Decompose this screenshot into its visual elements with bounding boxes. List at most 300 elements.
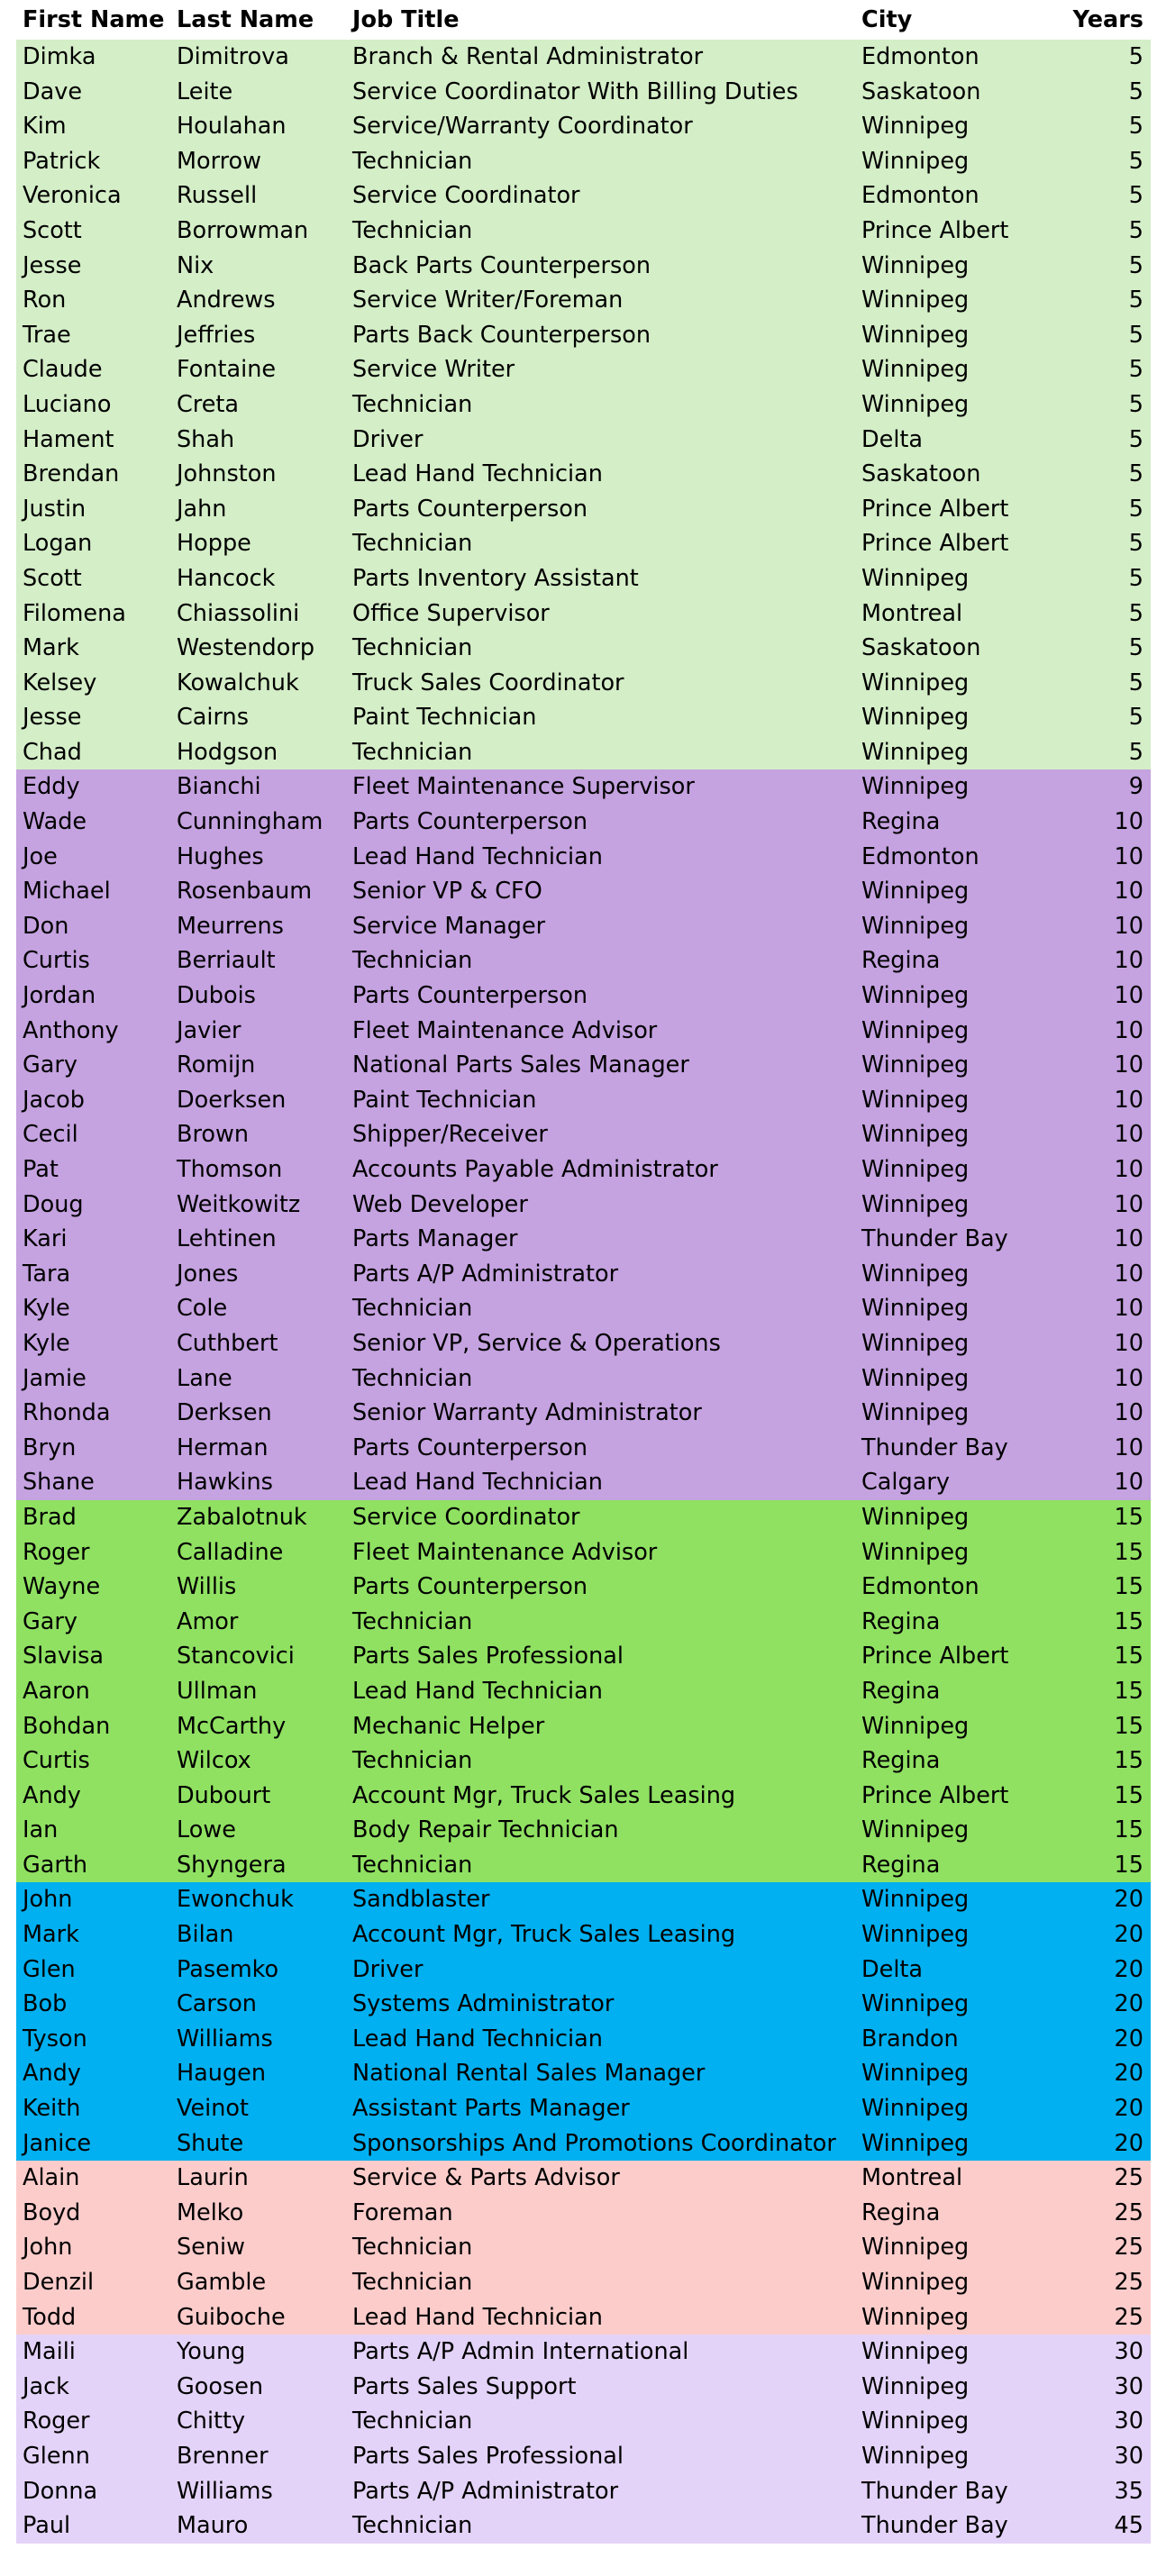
job-title-cell: Technician [352, 216, 473, 244]
job-title-cell: Service Coordinator [352, 182, 580, 210]
job-title-cell: Technician [352, 2269, 473, 2296]
first-name-cell: Ian [23, 1816, 59, 1844]
city-cell: Calgary [861, 1469, 950, 1497]
first-name-cell: Brendan [23, 460, 120, 488]
job-title-cell: Fleet Maintenance Advisor [352, 1016, 658, 1044]
years-cell: 20 [1114, 1990, 1143, 2018]
city-cell: Regina [861, 1851, 941, 1879]
years-cell: 15 [1114, 1573, 1143, 1601]
job-title-cell: Systems Administrator [352, 1990, 615, 2018]
last-name-cell: Amor [177, 1607, 239, 1635]
job-title-cell: Technician [352, 390, 473, 418]
job-title-cell: Parts Counterperson [352, 982, 588, 1010]
city-cell: Winnipeg [861, 2095, 970, 2123]
first-name-cell: Slavisa [23, 1643, 104, 1670]
last-name-cell: Ewonchuk [177, 1886, 294, 1914]
years-cell: 5 [1128, 738, 1143, 766]
job-title-cell: Lead Hand Technician [352, 2025, 603, 2053]
job-title-cell: Parts Sales Professional [352, 2442, 624, 2470]
job-title-cell: Service Coordinator With Billing Duties [352, 77, 798, 105]
first-name-cell: Michael [23, 878, 111, 906]
years-cell: 10 [1114, 1016, 1143, 1044]
last-name-cell: Carson [177, 1990, 257, 2018]
city-cell: Winnipeg [861, 1990, 970, 2018]
first-name-cell: Brad [23, 1503, 77, 1531]
first-name-cell: Ron [23, 287, 67, 314]
job-title-cell: Technician [352, 1364, 473, 1392]
job-title-cell: Senior VP, Service & Operations [352, 1329, 721, 1357]
city-cell: Winnipeg [861, 1816, 970, 1844]
first-name-cell: Shane [23, 1469, 95, 1497]
city-cell: Montreal [861, 599, 963, 627]
job-title-cell: Technician [352, 1295, 473, 1323]
city-cell: Thunder Bay [861, 1434, 1008, 1461]
city-cell: Regina [861, 1607, 941, 1635]
last-name-cell: Dimitrova [177, 43, 289, 70]
last-name-cell: Hawkins [177, 1469, 273, 1497]
table-row [16, 874, 1151, 909]
years-cell: 15 [1114, 1781, 1143, 1809]
last-name-cell: Young [177, 2338, 246, 2366]
last-name-cell: Weitkowitz [177, 1190, 301, 1218]
city-cell: Saskatoon [861, 634, 981, 662]
table-row [16, 1048, 1151, 1083]
job-title-cell: Service/Warranty Coordinator [352, 113, 693, 141]
years-cell: 25 [1114, 2303, 1143, 2331]
city-cell: Winnipeg [861, 669, 970, 696]
first-name-cell: Janice [23, 2129, 92, 2157]
table-row [16, 214, 1151, 249]
city-cell: Winnipeg [861, 2060, 970, 2088]
job-title-cell: National Parts Sales Manager [352, 1051, 689, 1079]
job-title-cell: Technician [352, 2234, 473, 2262]
table-row [16, 805, 1151, 840]
years-cell: 10 [1114, 912, 1143, 940]
first-name-cell: Glenn [23, 2442, 90, 2470]
table-row [16, 769, 1151, 805]
years-cell: 5 [1128, 669, 1143, 696]
years-cell: 45 [1114, 2512, 1143, 2540]
years-cell: 10 [1114, 842, 1143, 870]
years-cell: 20 [1114, 2060, 1143, 2088]
years-cell: 5 [1128, 599, 1143, 627]
years-cell: 30 [1114, 2338, 1143, 2366]
last-name-cell: Jahn [177, 495, 227, 523]
years-cell: 20 [1114, 1955, 1143, 1983]
years-cell: 15 [1114, 1503, 1143, 1531]
table-row [16, 1396, 1151, 1431]
last-name-cell: Dubois [177, 982, 256, 1010]
city-cell: Winnipeg [861, 2303, 970, 2331]
first-name-cell: Logan [23, 530, 93, 558]
city-cell: Winnipeg [861, 1295, 970, 1323]
years-cell: 10 [1114, 1364, 1143, 1392]
city-cell: Brandon [861, 2025, 959, 2053]
last-name-cell: Brenner [177, 2442, 269, 2470]
first-name-cell: Kyle [23, 1295, 70, 1323]
city-cell: Winnipeg [861, 1156, 970, 1183]
years-cell: 5 [1128, 704, 1143, 732]
first-name-cell: Tyson [23, 2025, 87, 2053]
table-row [16, 631, 1151, 666]
years-cell: 5 [1128, 425, 1143, 453]
table-row [16, 2508, 1151, 2544]
first-name-cell: Aaron [23, 1677, 90, 1705]
last-name-cell: Jones [177, 1260, 239, 1288]
table-row [16, 352, 1151, 387]
city-cell: Edmonton [861, 842, 979, 870]
last-name-cell: Zabalotnuk [177, 1503, 307, 1531]
first-name-cell: Mark [23, 1921, 79, 1949]
job-title-cell: Parts Counterperson [352, 495, 588, 523]
years-cell: 5 [1128, 182, 1143, 210]
first-name-cell: Keith [23, 2095, 81, 2123]
years-cell: 5 [1128, 634, 1143, 662]
city-cell: Winnipeg [861, 1329, 970, 1357]
years-cell: 15 [1114, 1607, 1143, 1635]
years-cell: 10 [1114, 1329, 1143, 1357]
table-row [16, 1987, 1151, 2022]
first-name-cell: Kyle [23, 1329, 70, 1357]
job-title-cell: Parts Counterperson [352, 808, 588, 836]
table-row [16, 1257, 1151, 1292]
years-cell: 30 [1114, 2442, 1143, 2470]
last-name-cell: Houlahan [177, 113, 287, 141]
table-row [16, 318, 1151, 353]
city-cell: Edmonton [861, 1573, 979, 1601]
city-cell: Prince Albert [861, 1781, 1009, 1809]
last-name-cell: Westendorp [177, 634, 314, 662]
city-cell: Regina [861, 1747, 941, 1775]
table-row [16, 1743, 1151, 1779]
first-name-cell: Justin [23, 495, 87, 523]
first-name-cell: Pat [23, 1156, 59, 1183]
job-title-cell: Driver [352, 1955, 424, 1983]
job-title-cell: Service Writer/Foreman [352, 287, 624, 314]
table-row [16, 283, 1151, 318]
first-name-cell: Jesse [23, 704, 82, 732]
years-cell: 10 [1114, 878, 1143, 906]
city-cell: Thunder Bay [861, 2477, 1008, 2505]
last-name-cell: Lane [177, 1364, 232, 1392]
city-cell: Winnipeg [861, 704, 970, 732]
first-name-cell: Trae [23, 321, 71, 349]
city-cell: Winnipeg [861, 287, 970, 314]
last-name-cell: Berriault [177, 947, 276, 975]
first-name-cell: Andy [23, 1781, 81, 1809]
job-title-cell: Back Parts Counterperson [352, 251, 651, 279]
job-title-cell: Account Mgr, Truck Sales Leasing [352, 1781, 736, 1809]
job-title-cell: Technician [352, 2512, 473, 2540]
table-row [16, 144, 1151, 179]
table-row [16, 2161, 1151, 2196]
table-row [16, 526, 1151, 561]
years-cell: 30 [1114, 2372, 1143, 2400]
job-title-cell: Office Supervisor [352, 599, 550, 627]
table-row [16, 2335, 1151, 2370]
job-title-cell: Technician [352, 1607, 473, 1635]
job-title-cell: Fleet Maintenance Supervisor [352, 773, 695, 801]
city-cell: Winnipeg [861, 321, 970, 349]
last-name-cell: Kowalchuk [177, 669, 299, 696]
job-title-cell: Senior VP & CFO [352, 878, 542, 906]
job-title-cell: Parts Sales Professional [352, 1643, 624, 1670]
last-name-cell: Doerksen [177, 1086, 287, 1114]
first-name-cell: John [23, 2234, 73, 2262]
last-name-cell: Creta [177, 390, 240, 418]
last-name-cell: Bianchi [177, 773, 261, 801]
city-cell: Winnipeg [861, 147, 970, 175]
table-row [16, 1326, 1151, 1361]
years-cell: 5 [1128, 356, 1143, 384]
last-name-cell: Stancovici [177, 1643, 295, 1670]
city-cell: Winnipeg [861, 390, 970, 418]
city-cell: Winnipeg [861, 2269, 970, 2296]
first-name-cell: Jordan [23, 982, 96, 1010]
last-name-cell: McCarthy [177, 1712, 287, 1740]
city-cell: Edmonton [861, 43, 979, 70]
first-name-cell: Denzil [23, 2269, 95, 2296]
table-row [16, 1882, 1151, 1917]
city-cell: Prince Albert [861, 216, 1009, 244]
last-name-cell: Herman [177, 1434, 269, 1461]
years-cell: 15 [1114, 1816, 1143, 1844]
city-cell: Winnipeg [861, 773, 970, 801]
job-title-cell: Lead Hand Technician [352, 1677, 603, 1705]
years-cell: 5 [1128, 390, 1143, 418]
job-title-cell: Technician [352, 147, 473, 175]
last-name-cell: Lehtinen [177, 1225, 277, 1253]
first-name-cell: Rhonda [23, 1399, 111, 1427]
table-row [16, 492, 1151, 527]
job-title-cell: Technician [352, 2408, 473, 2435]
last-name-cell: Shute [177, 2129, 244, 2157]
job-title-cell: Assistant Parts Manager [352, 2095, 630, 2123]
years-cell: 5 [1128, 77, 1143, 105]
last-name-cell: Bilan [177, 1921, 234, 1949]
city-cell: Winnipeg [861, 1121, 970, 1149]
first-name-cell: Cecil [23, 1121, 78, 1149]
last-name-cell: Thomson [177, 1156, 283, 1183]
city-cell: Winnipeg [861, 2129, 970, 2157]
job-title-cell: Parts Back Counterperson [352, 321, 651, 349]
last-name-cell: Chitty [177, 2408, 246, 2435]
years-cell: 5 [1128, 43, 1143, 70]
last-name-cell: Goosen [177, 2372, 264, 2400]
job-title-cell: Paint Technician [352, 1086, 537, 1114]
city-cell: Winnipeg [861, 982, 970, 1010]
last-name-cell: Chiassolini [177, 599, 300, 627]
header-last-name: Last Name [170, 0, 346, 40]
job-title-cell: Parts Sales Support [352, 2372, 577, 2400]
first-name-cell: Wade [23, 808, 87, 836]
table-body [16, 40, 1151, 2544]
job-title-cell: Foreman [352, 2198, 453, 2226]
last-name-cell: Johnston [177, 460, 277, 488]
city-cell: Winnipeg [861, 2408, 970, 2435]
first-name-cell: Todd [23, 2303, 77, 2331]
last-name-cell: Shyngera [177, 1851, 287, 1879]
job-title-cell: Parts A/P Administrator [352, 2477, 619, 2505]
table-row [16, 2022, 1151, 2057]
table-row [16, 1639, 1151, 1674]
table-row [16, 1361, 1151, 1397]
job-title-cell: Technician [352, 1851, 473, 1879]
table-row [16, 2370, 1151, 2405]
years-cell: 10 [1114, 1086, 1143, 1114]
last-name-cell: Cuthbert [177, 1329, 278, 1357]
job-title-cell: Web Developer [352, 1190, 528, 1218]
table-row [16, 2230, 1151, 2265]
years-cell: 15 [1114, 1851, 1143, 1879]
last-name-cell: Jeffries [177, 321, 256, 349]
first-name-cell: Jacob [23, 1086, 85, 1114]
last-name-cell: Andrews [177, 287, 276, 314]
job-title-cell: Technician [352, 634, 473, 662]
job-title-cell: Parts A/P Admin International [352, 2338, 689, 2366]
city-cell: Winnipeg [861, 1190, 970, 1218]
table-row [16, 249, 1151, 284]
city-cell: Delta [861, 425, 924, 453]
first-name-cell: Joe [23, 842, 58, 870]
table-row [16, 943, 1151, 979]
years-cell: 5 [1128, 113, 1143, 141]
table-row [16, 1291, 1151, 1326]
last-name-cell: Javier [177, 1016, 241, 1044]
last-name-cell: Leite [177, 77, 233, 105]
job-title-cell: Driver [352, 425, 424, 453]
last-name-cell: Williams [177, 2477, 273, 2505]
last-name-cell: Veinot [177, 2095, 249, 2123]
last-name-cell: Mauro [177, 2512, 249, 2540]
job-title-cell: Lead Hand Technician [352, 460, 603, 488]
table-row [16, 2439, 1151, 2474]
first-name-cell: Bryn [23, 1434, 77, 1461]
last-name-cell: Laurin [177, 2164, 249, 2192]
first-name-cell: Curtis [23, 1747, 90, 1775]
years-cell: 10 [1114, 1051, 1143, 1079]
last-name-cell: Russell [177, 182, 258, 210]
table-row [16, 1117, 1151, 1152]
last-name-cell: Williams [177, 2025, 273, 2053]
city-cell: Regina [861, 1677, 941, 1705]
first-name-cell: Glen [23, 1955, 76, 1983]
years-cell: 25 [1114, 2269, 1143, 2296]
city-cell: Thunder Bay [861, 2512, 1008, 2540]
first-name-cell: Curtis [23, 947, 90, 975]
city-cell: Saskatoon [861, 460, 981, 488]
years-cell: 10 [1114, 1434, 1143, 1461]
table-row [16, 1465, 1151, 1500]
years-cell: 10 [1114, 1156, 1143, 1183]
job-title-cell: Technician [352, 530, 473, 558]
city-cell: Winnipeg [861, 1260, 970, 1288]
last-name-cell: Cole [177, 1295, 228, 1323]
city-cell: Edmonton [861, 182, 979, 210]
last-name-cell: Derksen [177, 1399, 272, 1427]
first-name-cell: Chad [23, 738, 82, 766]
first-name-cell: Eddy [23, 773, 80, 801]
years-cell: 15 [1114, 1643, 1143, 1670]
years-cell: 15 [1114, 1712, 1143, 1740]
table-row [16, 666, 1151, 701]
first-name-cell: Andy [23, 2060, 81, 2088]
city-cell: Winnipeg [861, 2234, 970, 2262]
job-title-cell: Technician [352, 1747, 473, 1775]
city-cell: Winnipeg [861, 738, 970, 766]
years-cell: 25 [1114, 2164, 1143, 2192]
first-name-cell: Wayne [23, 1573, 101, 1601]
table-row [16, 2056, 1151, 2091]
last-name-cell: Morrow [177, 147, 262, 175]
city-cell: Prince Albert [861, 1643, 1009, 1670]
years-cell: 9 [1128, 773, 1143, 801]
last-name-cell: Seniw [177, 2234, 245, 2262]
first-name-cell: Jesse [23, 251, 82, 279]
city-cell: Winnipeg [861, 564, 970, 592]
years-cell: 15 [1114, 1677, 1143, 1705]
years-cell: 10 [1114, 947, 1143, 975]
job-title-cell: Accounts Payable Administrator [352, 1156, 718, 1183]
years-cell: 20 [1114, 2129, 1143, 2157]
city-cell: Prince Albert [861, 495, 1009, 523]
city-cell: Regina [861, 808, 941, 836]
city-cell: Winnipeg [861, 1399, 970, 1427]
table-row [16, 1500, 1151, 1535]
table-row [16, 2474, 1151, 2509]
last-name-cell: Haugen [177, 2060, 266, 2088]
city-cell: Winnipeg [861, 1016, 970, 1044]
table-row [16, 1014, 1151, 1049]
job-title-cell: Parts Manager [352, 1225, 518, 1253]
table-row [16, 1152, 1151, 1188]
table-row [16, 1952, 1151, 1988]
table-row [16, 2091, 1151, 2126]
table-row [16, 1674, 1151, 1709]
city-cell: Winnipeg [861, 113, 970, 141]
first-name-cell: Bob [23, 1990, 68, 2018]
city-cell: Winnipeg [861, 878, 970, 906]
first-name-cell: Dimka [23, 43, 96, 70]
years-cell: 5 [1128, 251, 1143, 279]
city-cell: Winnipeg [861, 1503, 970, 1531]
job-title-cell: Fleet Maintenance Advisor [352, 1538, 658, 1566]
last-name-cell: Hodgson [177, 738, 278, 766]
years-cell: 20 [1114, 2025, 1143, 2053]
years-cell: 25 [1114, 2234, 1143, 2262]
first-name-cell: Anthony [23, 1016, 119, 1044]
city-cell: Prince Albert [861, 530, 1009, 558]
first-name-cell: Doug [23, 1190, 84, 1218]
years-cell: 5 [1128, 495, 1143, 523]
last-name-cell: Cairns [177, 704, 249, 732]
years-cell: 5 [1128, 147, 1143, 175]
city-cell: Thunder Bay [861, 1225, 1008, 1253]
years-cell: 10 [1114, 1260, 1143, 1288]
first-name-cell: Paul [23, 2512, 71, 2540]
job-title-cell: Parts Inventory Assistant [352, 564, 639, 592]
years-cell: 10 [1114, 1121, 1143, 1149]
header-city: City [855, 0, 1042, 40]
job-title-cell: Lead Hand Technician [352, 2303, 603, 2331]
table-row [16, 1917, 1151, 1952]
first-name-cell: Bohdan [23, 1712, 111, 1740]
last-name-cell: Guiboche [177, 2303, 286, 2331]
city-cell: Winnipeg [861, 2442, 970, 2470]
years-cell: 10 [1114, 1399, 1143, 1427]
city-cell: Winnipeg [861, 912, 970, 940]
first-name-cell: Scott [23, 216, 82, 244]
